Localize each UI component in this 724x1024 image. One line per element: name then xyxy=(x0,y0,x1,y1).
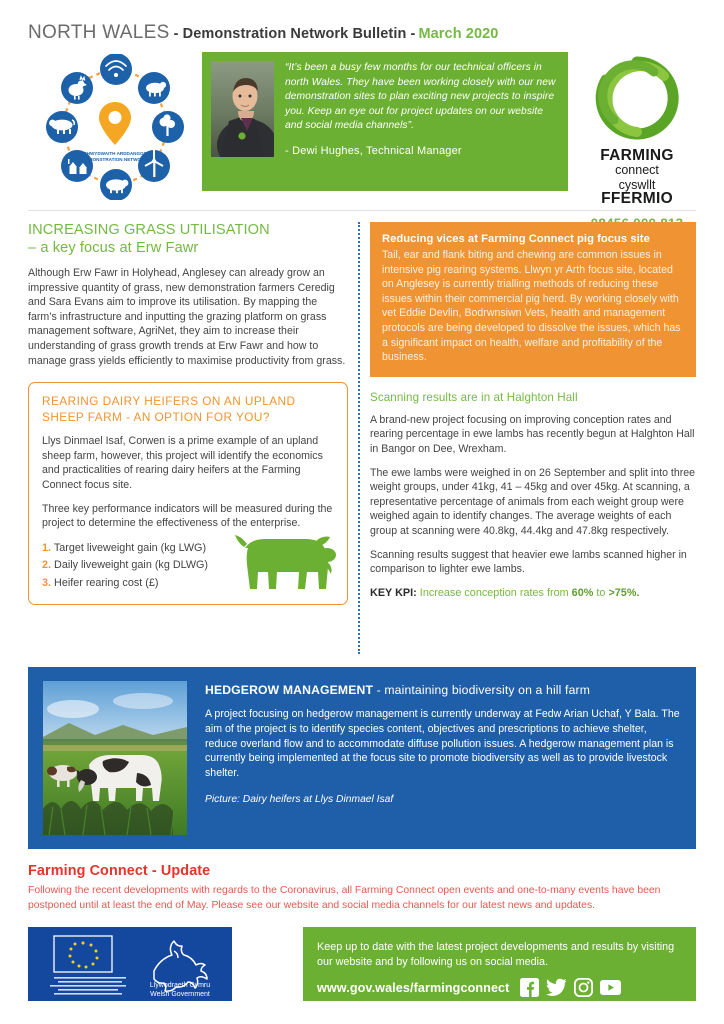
masthead-title: - Demonstration Network Bulletin - xyxy=(173,26,416,42)
pig-focus-site-box xyxy=(370,222,696,377)
hedgerow-title-strong: HEDGEROW MANAGEMENT xyxy=(205,683,374,697)
svg-text:RHWYDWAITH ARDDANGOS: RHWYDWAITH ARDDANGOS xyxy=(83,151,147,156)
scanning-heading: Scanning results are in at Halghton Hall xyxy=(370,390,578,404)
key-kpi-text: Increase conception rates from xyxy=(419,586,569,599)
cta-text: Keep up to date with the latest project developments and results by visiting our website and by following us on social media. xyxy=(317,941,675,969)
key-kpi-joiner: to xyxy=(596,586,606,599)
kpi-number: 3. xyxy=(42,576,52,589)
heifer-box-title xyxy=(42,394,334,425)
heifer-title-line1: REARING DAIRY HEIFERS ON AN UPLAND xyxy=(42,394,296,409)
hedgerow-management-section xyxy=(28,667,696,849)
portrait-photo xyxy=(211,61,274,157)
scanning-paragraph-1: A brand-new project focusing on improving conception rates and rearing percentage in ewe lambs has recently begun at Halghton Hall in Bangor on Dee, Wrexham. xyxy=(370,413,695,455)
facebook-icon[interactable] xyxy=(520,978,539,997)
left-column xyxy=(28,222,348,654)
kpi-text: Daily liveweight gain (kg DLWG) xyxy=(54,559,209,572)
list-item xyxy=(42,540,334,558)
scanning-paragraph-3: Scanning results suggest that heavier ewe lambs scanned higher in comparison to lighter ewe lambs. xyxy=(370,548,687,576)
welsh-gov-line2: Welsh Government xyxy=(150,991,210,999)
youtube-icon[interactable] xyxy=(600,978,621,997)
hedgerow-caption: Picture: Dairy heifers at Llys Dinmael Isaf xyxy=(205,793,394,805)
key-kpi-value-to: >75%. xyxy=(608,586,640,599)
kpi-number: 2. xyxy=(42,559,52,572)
right-column xyxy=(370,222,696,654)
farming-connect-swirl-icon xyxy=(594,56,680,140)
scanning-results-section xyxy=(370,391,696,599)
rearing-dairy-heifers-box xyxy=(28,382,348,605)
logo-line-cyswllt: cyswllt xyxy=(618,177,656,192)
header-row xyxy=(28,52,696,208)
update-body: Following the recent developments with regards to the Coronavirus, all Farming Connect open events and one-to-many events have been postponed until at least the end of May. Please see our website and social media channels for our latest news and updates. xyxy=(28,885,661,911)
quote-text: “It’s been a busy few months for our technical officers in north Wales. They have been working closely with our new demonstration sites to plan exciting new projects to inspire you. Keep an eye out for project updates on our website and social media channels”. xyxy=(285,62,556,132)
masthead-date: March 2020 xyxy=(418,26,499,42)
instagram-icon[interactable] xyxy=(574,978,593,997)
pig-box-body: Tail, ear and flank biting and chewing are common issues in intensive pig rearing systems. Llwyn yr Arth focus site, located on Anglesey is currently trialling methods of reducing these issues within their commercial pig herd. By working closely with vet Eddie Devlin, Bodrwnsiwn Vets, health and management protocols are being developed to dissolve the issues, which has a significant impact on health, welfare and profitability of the business. xyxy=(382,249,681,364)
technical-manager-quote-box xyxy=(202,52,568,191)
grass-heading-line1: INCREASING GRASS UTILISATION xyxy=(28,222,270,238)
social-links xyxy=(520,978,621,997)
pig-box-title: Reducing vices at Farming Connect pig focus site xyxy=(382,233,650,245)
footer xyxy=(28,927,696,1001)
twitter-icon[interactable] xyxy=(546,978,567,997)
website-url-link[interactable]: www.gov.wales/farmingconnect xyxy=(317,980,510,995)
masthead-region: NORTH WALES xyxy=(28,22,170,43)
welsh-gov-line1: Llywodraeth Cymru xyxy=(149,982,211,990)
update-title: Farming Connect - Update xyxy=(28,863,211,879)
funding-logos xyxy=(28,927,232,1001)
key-kpi-label: KEY KPI: xyxy=(370,586,417,599)
eu-welsh-government-logo xyxy=(28,927,232,1001)
logo-line-farming: FARMING xyxy=(600,147,674,164)
grass-utilisation-heading xyxy=(28,222,348,257)
kpi-text: Target liveweight gain (kg LWG) xyxy=(53,541,207,554)
hedgerow-title xyxy=(205,683,680,697)
dairy-heifers-photo xyxy=(43,681,187,835)
grass-utilisation-body: Although Erw Fawr in Holyhead, Anglesey can already grow an impressive quantity of grass, new demonstration farmers Ceredig and Sara Evans aim to improve its utilisation. By mapping the farm’s infrastructure and inputting the grazing platform on grass management software, AgriNet, they aim to increase their understanding of grass growth trends at Erw Fawr and how to manage grass yields efficiently to maximise productivity from grass. xyxy=(28,267,346,367)
list-item xyxy=(42,557,334,575)
demonstration-network-wheel xyxy=(28,52,196,205)
masthead xyxy=(28,0,696,44)
cta-row xyxy=(317,978,682,997)
hedgerow-title-rest: - maintaining biodiversity on a hill farm xyxy=(376,683,591,697)
dewi-hughes-photo xyxy=(211,61,274,157)
main-columns xyxy=(28,222,696,654)
heifer-kpi-list xyxy=(42,540,334,593)
heifer-paragraph-1: Llys Dinmael Isaf, Corwen is a prime example of an upland sheep farm, however, this project will identify the economics and practicalities of rearing dairy heifers at the Farming Connect focus site. xyxy=(42,435,323,491)
map-pin-icon xyxy=(99,102,131,145)
kpi-text: Heifer rearing cost (£) xyxy=(54,576,159,589)
heifer-title-line2: SHEEP FARM - AN OPTION FOR YOU? xyxy=(42,409,270,424)
list-item xyxy=(42,575,334,593)
farming-connect-update-section xyxy=(28,863,696,913)
hedgerow-body: A project focusing on hedgerow management is currently underway at Fedw Arian Uchaf, Y Bala. The aim of the project is to identify species content, objectives and prescriptions to achieve shelter, reduce overland flow and to accommodate diffuse pollution issues. A hedgerow management plan is currently being implemented at the focus site to promote biodiversity as well as to provide livestock shelter. xyxy=(205,708,680,780)
grass-heading-line2: – a key focus at Erw Fawr xyxy=(28,239,199,256)
quote-attribution: - Dewi Hughes, Technical Manager xyxy=(285,144,462,157)
scanning-paragraph-2: The ewe lambs were weighed in on 26 September and split into three weight groups, under 41kg, 41 – 45kg and over 45kg. At scanning, a representative percentage of animals from each weight group were weighed again to identify changes. The average weights of each group at scanning were 40.8kg, 44.4kg and 47.8kg respectively. xyxy=(370,466,696,537)
key-kpi-line xyxy=(370,587,696,599)
field-photo xyxy=(43,681,187,835)
social-media-cta xyxy=(303,927,696,1001)
svg-text:DEMONSTRATION NETWORK: DEMONSTRATION NETWORK xyxy=(82,157,148,162)
column-divider xyxy=(348,222,370,654)
kpi-number: 1. xyxy=(42,541,52,554)
network-wheel-icon xyxy=(28,54,194,200)
key-kpi-value-from: 60% xyxy=(571,586,594,599)
heifer-paragraph-2: Three key performance indicators will be measured during the project to determine the effectiveness of the enterprise. xyxy=(42,502,333,530)
farming-connect-logo xyxy=(578,52,696,231)
logo-line-connect: connect xyxy=(615,162,659,177)
logo-line-ffermio: FFERMIO xyxy=(601,190,673,208)
